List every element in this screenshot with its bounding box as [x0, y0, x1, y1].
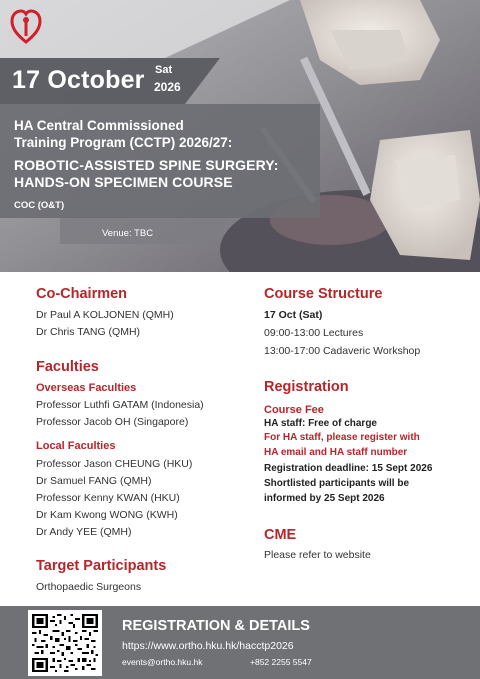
contact-phone: +852 2255 5547 [250, 657, 312, 667]
course-fee-heading: Course Fee [264, 404, 324, 416]
faculty-name: Dr Kam Kwong WONG (KWH) [36, 509, 178, 521]
course-title [14, 157, 304, 191]
program-title-line1: HA Central Commissioned [14, 118, 184, 133]
faculty-name: Professor Jason CHEUNG (HKU) [36, 458, 193, 470]
shortlist-line1: Shortlisted participants will be [264, 478, 410, 489]
program-title-line2: Training Program (CCTP) 2026/27: [14, 135, 233, 150]
qr-code-icon[interactable] [32, 614, 98, 672]
contact-email-link[interactable]: events@ortho.hku.hk [122, 657, 203, 667]
course-structure-heading: Course Structure [264, 286, 383, 302]
coc-label: COC (O&T) [14, 200, 65, 211]
registration-url-link[interactable]: https://www.ortho.hku.hk/hacctp2026 [122, 640, 294, 652]
date-day: Sat [155, 64, 173, 76]
venue-label: Venue: TBC [102, 228, 154, 239]
faculty-name: Dr Andy YEE (QMH) [36, 526, 132, 538]
date-main: 17 October [12, 66, 145, 94]
date-year: 2026 [154, 80, 181, 94]
registration-note-line1: For HA staff, please register with [264, 432, 420, 443]
faculties-heading: Faculties [36, 359, 99, 375]
hero-banner [0, 0, 480, 272]
target-participants-text: Orthopaedic Surgeons [36, 581, 142, 593]
course-title-line2: HANDS-ON SPECIMEN COURSE [14, 174, 233, 190]
program-title [14, 117, 314, 151]
overseas-faculties-heading: Overseas Faculties [36, 382, 137, 394]
course-fee-text: HA staff: Free of charge [264, 418, 377, 429]
registration-note-line2: HA email and HA staff number [264, 447, 408, 458]
structure-item: 09:00-13:00 Lectures [264, 327, 364, 339]
structure-item: 13:00-17:00 Cadaveric Workshop [264, 345, 421, 357]
target-participants-heading: Target Participants [36, 558, 167, 574]
ha-logo-icon [10, 8, 42, 44]
registration-deadline: Registration deadline: 15 Sept 2026 [264, 463, 433, 474]
faculty-name: Professor Luthfi GATAM (Indonesia) [36, 399, 204, 411]
registration-heading: Registration [264, 379, 349, 395]
structure-date: 17 Oct (Sat) [264, 309, 323, 321]
faculty-name: Professor Kenny KWAN (HKU) [36, 492, 180, 504]
qr-code-frame[interactable] [28, 610, 102, 676]
shortlist-line2: informed by 25 Sept 2026 [264, 493, 385, 504]
cochairman-name: Dr Chris TANG (QMH) [36, 326, 141, 338]
cme-text: Please refer to website [264, 549, 371, 561]
cme-heading: CME [264, 527, 297, 543]
cochairmen-heading: Co-Chairmen [36, 286, 128, 302]
local-faculties-heading: Local Faculties [36, 440, 116, 452]
registration-details-title: REGISTRATION & DETAILS [122, 618, 310, 634]
cochairman-name: Dr Paul A KOLJONEN (QMH) [36, 309, 174, 321]
faculty-name: Professor Jacob OH (Singapore) [36, 416, 189, 428]
faculty-name: Dr Samuel FANG (QMH) [36, 475, 152, 487]
course-title-line1: ROBOTIC-ASSISTED SPINE SURGERY: [14, 157, 279, 173]
